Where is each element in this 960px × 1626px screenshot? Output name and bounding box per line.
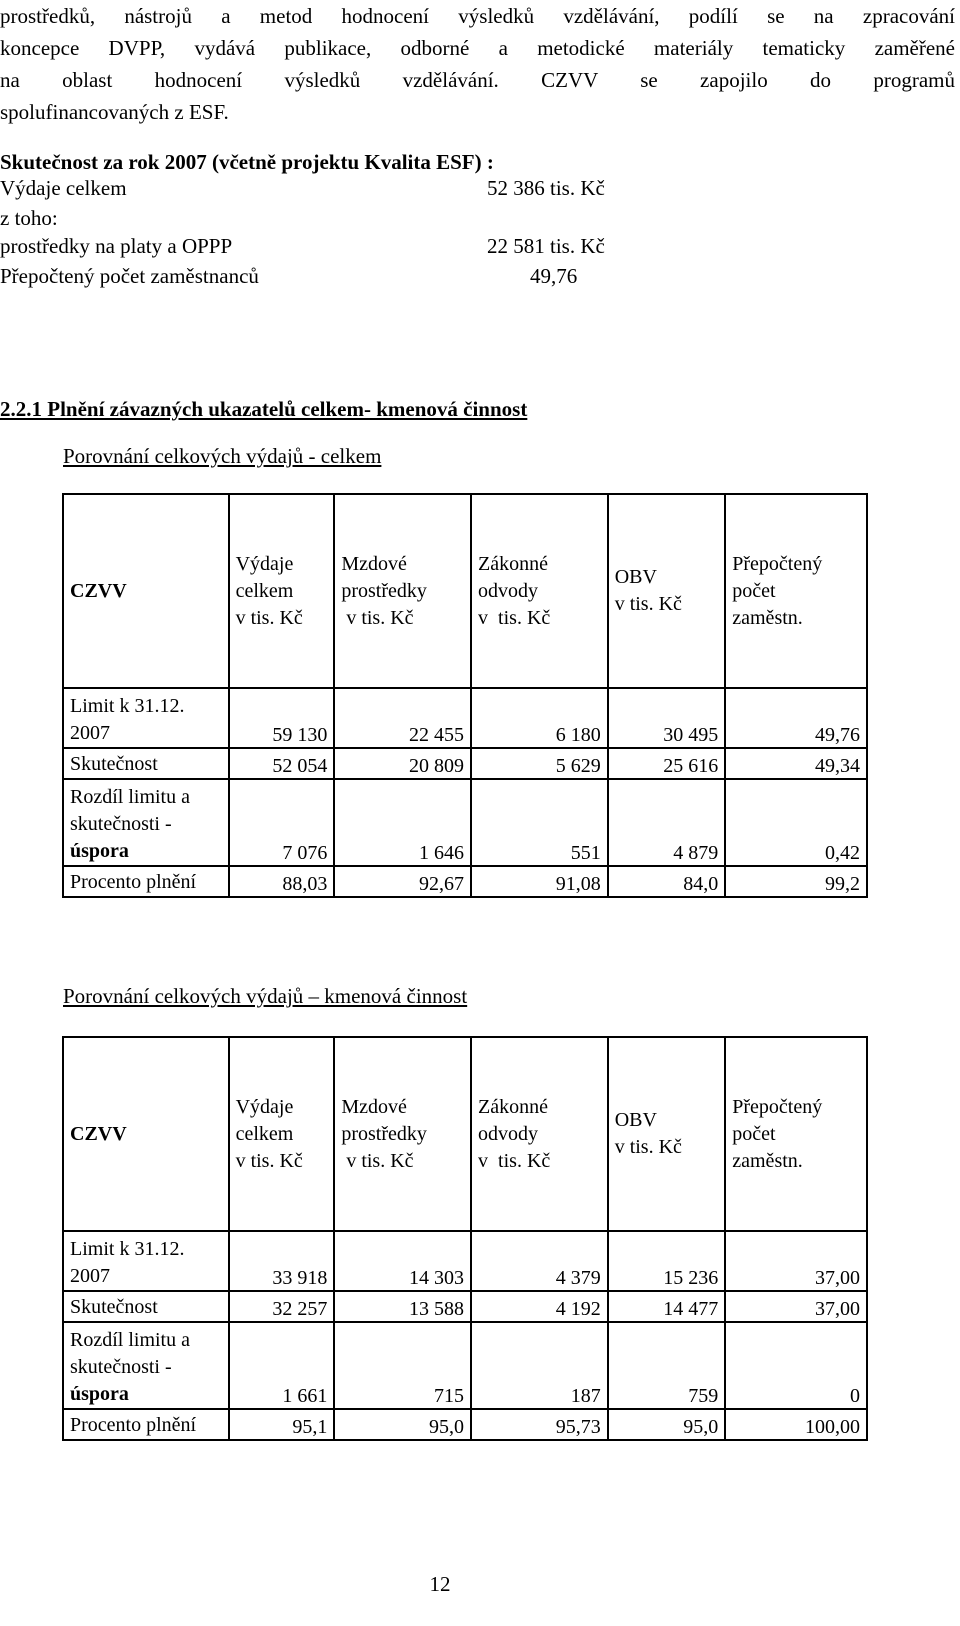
- cell: 7 076: [229, 779, 335, 866]
- cell: 37,00: [725, 1231, 867, 1291]
- table-row: [63, 779, 867, 866]
- cell: 33 918: [229, 1231, 335, 1291]
- table-row: [63, 1322, 867, 1409]
- cell: 95,0: [334, 1409, 471, 1440]
- cell: 14 477: [608, 1291, 726, 1322]
- cell: 551: [471, 779, 608, 866]
- intro-line: koncepce DVPP, vydává publikace, odborné a metodické materiály tematicky zaměřené: [0, 36, 955, 60]
- cell: 187: [471, 1322, 608, 1409]
- cell: 4 379: [471, 1231, 608, 1291]
- header-obv: OBV v tis. Kč: [608, 1037, 726, 1231]
- summary-label-of-which: z toho:: [0, 206, 58, 230]
- table-header-row: [63, 1037, 867, 1231]
- row-label: Limit k 31.12. 2007: [63, 1231, 229, 1291]
- cell: 99,2: [725, 866, 867, 897]
- cell: 25 616: [608, 748, 726, 779]
- cell: 59 130: [229, 688, 335, 748]
- cell: 32 257: [229, 1291, 335, 1322]
- cell: 37,00: [725, 1291, 867, 1322]
- cell: 0: [725, 1322, 867, 1409]
- table-row: [63, 688, 867, 748]
- intro-line: na oblast hodnocení výsledků vzdělávání. CZVV se zapojilo do programů: [0, 68, 955, 92]
- table-row: [63, 866, 867, 897]
- summary-value-staff: 49,76: [530, 264, 578, 288]
- cell: 5 629: [471, 748, 608, 779]
- intro-line: prostředků, nástrojů a metod hodnocení výsledků vzdělávání, podílí se na zpracování: [0, 4, 955, 28]
- table-row: [63, 1291, 867, 1322]
- header-obv: OBV v tis. Kč: [608, 494, 726, 688]
- header-expenses: Výdaje celkem v tis. Kč: [229, 1037, 335, 1231]
- header-org: CZVV: [63, 1037, 229, 1231]
- cell: 49,76: [725, 688, 867, 748]
- table-row: [63, 1231, 867, 1291]
- row-label: Limit k 31.12. 2007: [63, 688, 229, 748]
- cell: 95,73: [471, 1409, 608, 1440]
- cell: 14 303: [334, 1231, 471, 1291]
- cell: 759: [608, 1322, 726, 1409]
- cell: 92,67: [334, 866, 471, 897]
- cell: 30 495: [608, 688, 726, 748]
- intro-line: spolufinancovaných z ESF.: [0, 100, 229, 124]
- summary-label-staff: Přepočtený počet zaměstnanců: [0, 264, 259, 288]
- header-org: CZVV: [63, 494, 229, 688]
- cell: 1 646: [334, 779, 471, 866]
- row-label: Skutečnost: [63, 1291, 229, 1322]
- section-heading: 2.2.1 Plnění závazných ukazatelů celkem- kmenová činnost: [0, 397, 528, 421]
- intro-paragraph: [0, 0, 955, 128]
- summary-label-wages: prostředky na platy a OPPP: [0, 234, 233, 258]
- cell: 88,03: [229, 866, 335, 897]
- cell: 1 661: [229, 1322, 335, 1409]
- table-title-core: Porovnání celkových výdajů – kmenová činnost: [63, 984, 468, 1008]
- cell: 22 455: [334, 688, 471, 748]
- cell: 4 192: [471, 1291, 608, 1322]
- header-levies: Zákonné odvody v tis. Kč: [471, 1037, 608, 1231]
- cell: 15 236: [608, 1231, 726, 1291]
- header-expenses: Výdaje celkem v tis. Kč: [229, 494, 335, 688]
- cell: 49,34: [725, 748, 867, 779]
- summary-value-total: 52 386 tis. Kč: [487, 176, 605, 200]
- cell: 84,0: [608, 866, 726, 897]
- table-row: [63, 1409, 867, 1440]
- row-label: Rozdíl limitu a skutečnosti - úspora: [63, 779, 229, 866]
- table-header-row: [63, 494, 867, 688]
- row-label: Rozdíl limitu a skutečnosti - úspora: [63, 1322, 229, 1409]
- header-levies: Zákonné odvody v tis. Kč: [471, 494, 608, 688]
- comparison-table-core: [62, 1036, 868, 1441]
- cell: 52 054: [229, 748, 335, 779]
- row-label: Procento plnění: [63, 866, 229, 897]
- row-label: Skutečnost: [63, 748, 229, 779]
- cell: 95,1: [229, 1409, 335, 1440]
- cell: 715: [334, 1322, 471, 1409]
- header-staff: Přepočtený počet zaměstn.: [725, 494, 867, 688]
- row-label: Procento plnění: [63, 1409, 229, 1440]
- cell: 95,0: [608, 1409, 726, 1440]
- table-title-total: Porovnání celkových výdajů - celkem: [63, 444, 382, 468]
- cell: 20 809: [334, 748, 471, 779]
- cell: 6 180: [471, 688, 608, 748]
- comparison-table-total: [62, 493, 868, 898]
- cell: 0,42: [725, 779, 867, 866]
- header-wages: Mzdové prostředky v tis. Kč: [334, 494, 471, 688]
- summary-value-wages: 22 581 tis. Kč: [487, 234, 605, 258]
- header-wages: Mzdové prostředky v tis. Kč: [334, 1037, 471, 1231]
- cell: 100,00: [725, 1409, 867, 1440]
- cell: 13 588: [334, 1291, 471, 1322]
- header-staff: Přepočtený počet zaměstn.: [725, 1037, 867, 1231]
- cell: 4 879: [608, 779, 726, 866]
- cell: 91,08: [471, 866, 608, 897]
- summary-heading: Skutečnost za rok 2007 (včetně projektu Kvalita ESF) :: [0, 150, 494, 174]
- table-row: [63, 748, 867, 779]
- summary-label-total: Výdaje celkem: [0, 176, 127, 200]
- page-number: 12: [429, 1572, 451, 1596]
